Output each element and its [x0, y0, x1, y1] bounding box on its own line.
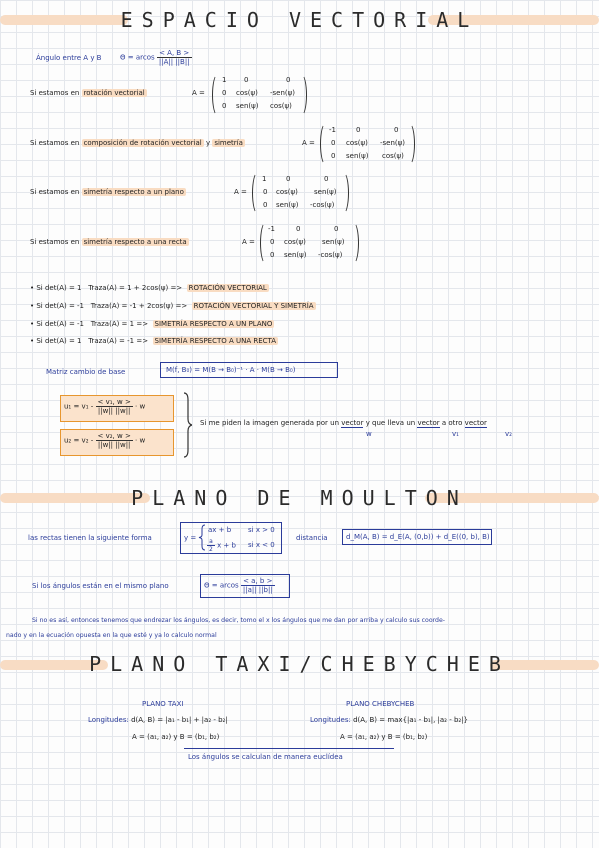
bullet-1-traza: Traza(A) = 1 + 2cos(ψ) =>: [88, 284, 183, 292]
moulton-case-1-cond: si x > 0: [248, 526, 275, 534]
moulton-paragraph-2: nado y en la ecuación opuesta en la que esté y ya lo calculo normal: [6, 632, 217, 639]
bullet-4-result: SIMETRÍA RESPECTO A UNA RECTA: [154, 337, 277, 345]
rot-r1c2: 0: [244, 76, 249, 84]
bullet-1-result: ROTACIÓN VECTORIAL: [188, 284, 267, 292]
moulton-angles-num: < a, b >: [241, 577, 275, 586]
sim-plano-pre: Si estamos en: [30, 188, 80, 196]
u1-formula: [64, 398, 145, 415]
rotation-highlight: rotación vectorial: [83, 89, 145, 97]
taxi-divider: [184, 748, 394, 749]
u2-tail: · w: [135, 436, 146, 445]
rot-r1c1: 1: [222, 76, 227, 84]
sp-r2c2: cos(ψ): [276, 188, 298, 196]
comp-r2c2: cos(ψ): [346, 139, 368, 147]
gram-note-vector-3: vector: [464, 419, 487, 427]
sr-r1c3: 0: [334, 225, 339, 233]
angle-formula-lhs: Θ = arcos: [120, 53, 155, 62]
cheb-length-formula: d(A, B) = max{|a₁ - b₁|, |a₂ - b₂|}: [353, 716, 469, 724]
moulton-case-2-den: 2: [209, 546, 213, 553]
moulton-angles-text: Si los ángulos están en el mismo plano: [32, 582, 169, 590]
gram-note-vector-2: vector: [417, 419, 440, 427]
bullet-4-traza: Traza(A) = -1 =>: [88, 337, 149, 345]
sr-r1c1: -1: [268, 225, 275, 233]
cheb-points: A = (a₁, a₂) y B = (b₁, b₂): [340, 733, 428, 741]
title-espacio-vectorial: ESPACIO VECTORIAL: [120, 8, 479, 32]
sim-recta-highlight: simetría respecto a una recta: [83, 238, 187, 246]
sim-recta-paren-right: [348, 222, 359, 264]
gram-note-mid2: a otro: [441, 419, 463, 427]
moulton-case-2-cond: si x < 0: [248, 541, 275, 549]
u1-tail: · w: [135, 402, 146, 411]
composition-highlight-2: simetría: [214, 139, 243, 147]
sr-r3c2: sen(ψ): [284, 251, 307, 259]
sr-r1c2: 0: [296, 225, 301, 233]
sp-r1c1: 1: [262, 175, 267, 183]
moulton-lhs: y =: [184, 534, 197, 542]
angle-den: ||A|| ||B||: [158, 58, 190, 66]
sim-recta-pre: Si estamos en: [30, 238, 80, 246]
title-plano-moulton: PLANO DE MOULTON: [131, 486, 468, 510]
bullet-2: • Si det(A) = -1 Traza(A) = -1 + 2cos(ψ) => ROTACIÓN VECTORIAL Y SIMETRÍA: [30, 302, 314, 310]
cambio-base-label: Matriz cambio de base: [46, 368, 126, 376]
bullet-3-cond: Si det(A) = -1: [36, 320, 85, 328]
sim-plano-lhs: A =: [234, 188, 247, 196]
gram-note-mid: y que lleva un: [365, 419, 416, 427]
rotation-line: [30, 89, 147, 97]
cheb-length-label: Longitudes:: [310, 716, 351, 724]
rot-r3c1: 0: [222, 102, 227, 110]
gram-note-vector-1: vector: [341, 419, 364, 427]
taxi-footer: Los ángulos se calculan de manera euclídea: [188, 753, 343, 761]
composition-line: [30, 139, 245, 147]
rot-r1c3: 0: [286, 76, 291, 84]
gram-sub-v2: v₂: [505, 430, 512, 438]
sp-r1c3: 0: [324, 175, 329, 183]
sp-r3c2: sen(ψ): [276, 201, 299, 209]
moulton-case-2-num: a: [207, 538, 215, 546]
moulton-angles-den: ||a|| ||b||: [242, 586, 273, 594]
moulton-distance-formula: d_M(A, B) = d_E(A, (0,b)) + d_E((0, b), B): [346, 533, 490, 541]
sp-r3c3: -cos(ψ): [310, 201, 335, 209]
title-plano-taxi: PLANO TAXI/CHEBYCHEB: [89, 652, 510, 676]
comp-r1c1: -1: [329, 126, 336, 134]
composition-pre: Si estamos en: [30, 139, 80, 147]
sr-r2c1: 0: [270, 238, 275, 246]
u2-lhs: u₂ = v₂ -: [64, 436, 94, 445]
bullet-4-cond: Si det(A) = 1: [36, 337, 82, 345]
u2-formula: [64, 432, 145, 449]
taxi-length-label: Longitudes:: [88, 716, 129, 724]
comp-r2c1: 0: [331, 139, 336, 147]
taxi-length-line: [88, 716, 228, 724]
moulton-angles-formula: [204, 577, 275, 594]
moulton-distance-label: distancia: [296, 534, 328, 542]
sim-recta-lhs: A =: [242, 238, 255, 246]
rot-r2c3: -sen(ψ): [270, 89, 295, 97]
rot-r3c2: sen(ψ): [236, 102, 259, 110]
u1-fraction: [96, 398, 133, 415]
sim-plano-highlight: simetría respecto a un plano: [83, 188, 184, 196]
bullet-2-result: ROTACIÓN VECTORIAL Y SIMETRÍA: [193, 302, 314, 310]
cheb-length-line: [310, 716, 468, 724]
sim-plano-paren-right: [338, 172, 349, 214]
comp-r2c3: -sen(ψ): [380, 139, 405, 147]
sim-plano-line: [30, 188, 186, 196]
gram-sub-v1: v₁: [452, 430, 459, 438]
composition-mid: y: [205, 139, 211, 147]
bullet-3: • Si det(A) = -1 Traza(A) = 1 => SIMETRÍA RESPECTO A UN PLANO: [30, 320, 273, 328]
gram-note: [200, 419, 487, 427]
sp-r3c1: 0: [263, 201, 268, 209]
sr-r2c3: sen(ψ): [322, 238, 345, 246]
bullet-4: • Si det(A) = 1 Traza(A) = -1 => SIMETRÍA RESPECTO A UNA RECTA: [30, 337, 277, 345]
angle-fraction: [157, 49, 192, 66]
sp-r1c2: 0: [286, 175, 291, 183]
moulton-case-2-rest: x + b: [217, 541, 236, 550]
rot-r2c1: 0: [222, 89, 227, 97]
composition-lhs: A =: [302, 139, 315, 147]
rotation-pre: Si estamos en: [30, 89, 80, 97]
gram-note-pre: Si me piden la imagen generada por un: [200, 419, 340, 427]
sp-r2c1: 0: [263, 188, 268, 196]
brace-icon: [180, 392, 192, 458]
bullet-2-cond: Si det(A) = -1: [36, 302, 85, 310]
moulton-case-2: [207, 538, 236, 553]
taxi-length-formula: d(A, B) = |a₁ - b₁| + |a₂ - b₂|: [131, 716, 228, 724]
u2-den: ||w|| ||w||: [97, 441, 131, 449]
angle-label: Ángulo entre A y B: [36, 54, 102, 62]
taxi-points: A = (a₁, a₂) y B = (b₁, b₂): [132, 733, 220, 741]
cambio-base-formula: M(f, B₀) = M(B → B₀)⁻¹ · A · M(B → B₀): [166, 366, 296, 374]
bullet-1: • Si det(A) = 1 Traza(A) = 1 + 2cos(ψ) => ROTACIÓN VECTORIAL: [30, 284, 267, 292]
angle-num: < A, B >: [157, 49, 192, 58]
comp-r3c3: cos(ψ): [382, 152, 404, 160]
moulton-case-1: ax + b: [208, 526, 232, 534]
gram-sub-w: w: [366, 430, 372, 438]
bullet-3-result: SIMETRÍA RESPECTO A UN PLANO: [154, 320, 273, 328]
sr-r2c2: cos(ψ): [284, 238, 306, 246]
moulton-angles-fraction: [241, 577, 275, 594]
moulton-case-2-fraction: [207, 538, 215, 553]
moulton-paragraph-1: Si no es así, entonces tenemos que endrezar los ángulos, es decir, tomo el x los ángulos que me dan por arriba y calculo sus coorde-: [32, 617, 446, 624]
u1-num: < v₁, w >: [97, 398, 131, 406]
u1-lhs: u₁ = v₁ -: [64, 402, 94, 411]
composition-paren-right: [404, 123, 415, 165]
comp-r1c3: 0: [394, 126, 399, 134]
moulton-rectas-text: las rectas tienen la siguiente forma: [28, 534, 152, 542]
rot-r3c3: cos(ψ): [270, 102, 292, 110]
moulton-angles-lhs: Θ = arcos: [204, 581, 239, 590]
bullet-2-traza: Traza(A) = -1 + 2cos(ψ) =>: [90, 302, 188, 310]
comp-r3c1: 0: [331, 152, 336, 160]
angle-formula: [120, 49, 192, 66]
taxi-title: PLANO TAXI: [142, 700, 184, 708]
comp-r1c2: 0: [356, 126, 361, 134]
sim-recta-line: [30, 238, 189, 246]
rot-r2c2: cos(ψ): [236, 89, 258, 97]
rotation-lhs: A =: [192, 89, 205, 97]
chebychev-title: PLANO CHEBYCHEB: [346, 700, 415, 708]
comp-r3c2: sen(ψ): [346, 152, 369, 160]
u2-num: < v₂, w >: [97, 432, 131, 440]
u1-den: ||w|| ||w||: [97, 407, 131, 415]
bullet-1-cond: Si det(A) = 1: [36, 284, 82, 292]
sp-r2c3: sen(ψ): [314, 188, 337, 196]
rotation-paren-right: [296, 74, 307, 116]
moulton-brace-icon: [198, 524, 206, 551]
bullet-3-traza: Traza(A) = 1 =>: [90, 320, 149, 328]
sr-r3c3: -cos(ψ): [318, 251, 343, 259]
composition-highlight-1: composición de rotación vectorial: [83, 139, 202, 147]
sr-r3c1: 0: [270, 251, 275, 259]
u2-fraction: [96, 432, 133, 449]
